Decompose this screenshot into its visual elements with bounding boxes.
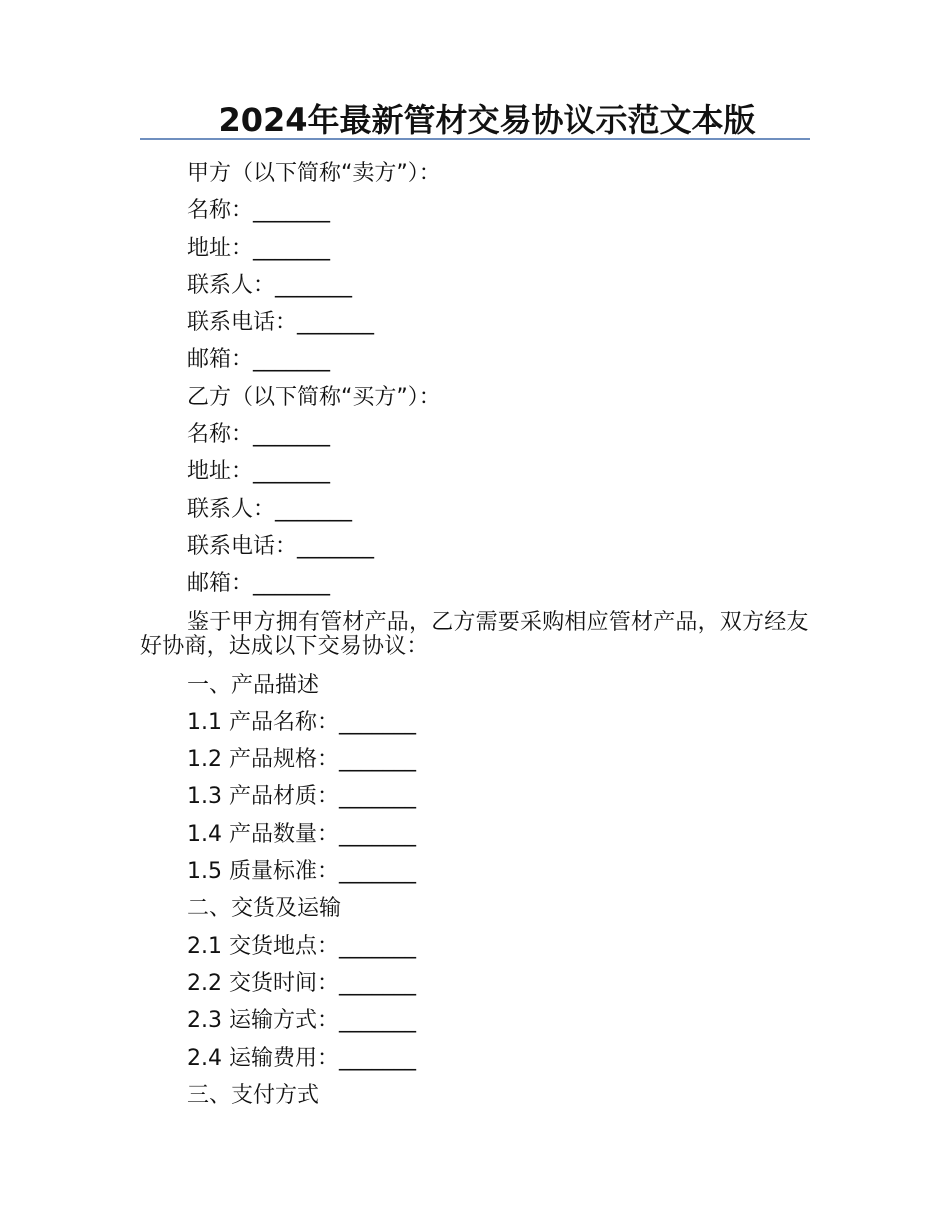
party-a-contact: 联系人：_______ <box>187 272 353 298</box>
intro-paragraph: 鉴于甲方拥有管材产品，乙方需要采购相应管材产品，双方经友好协商，达成以下交易协议： <box>140 609 809 659</box>
party-a-name: 名称：_______ <box>187 198 331 224</box>
clause-2-4: 2.4 运输费用：_______ <box>187 1045 416 1071</box>
clause-1-3: 1.3 产品材质：_______ <box>187 784 416 810</box>
clause-1-5: 1.5 质量标准：_______ <box>187 859 416 885</box>
party-b-phone: 联系电话：_______ <box>187 533 375 559</box>
clause-2-1: 2.1 交货地点：_______ <box>187 933 416 959</box>
party-a-phone: 联系电话：_______ <box>187 310 375 336</box>
party-b-address: 地址：_______ <box>187 459 331 485</box>
clause-1-1: 1.1 产品名称：_______ <box>187 709 416 735</box>
party-a-heading: 甲方（以下简称“卖方”）： <box>187 161 441 186</box>
party-b-email: 邮箱：_______ <box>187 571 331 597</box>
clause-1-4: 1.4 产品数量：_______ <box>187 821 416 847</box>
party-b-name: 名称：_______ <box>187 422 331 448</box>
clause-2-3: 2.3 运输方式：_______ <box>187 1008 416 1034</box>
document-body <box>140 155 810 1114</box>
document-title: 2024年最新管材交易协议示范文本版 <box>218 101 756 139</box>
party-b-heading: 乙方（以下简称“买方”）： <box>187 384 441 410</box>
section-3-heading: 三、支付方式 <box>187 1082 320 1108</box>
party-b-contact: 联系人：_______ <box>187 496 353 522</box>
clause-1-2: 1.2 产品规格：_______ <box>187 747 416 773</box>
party-a-address: 地址：_______ <box>187 235 331 261</box>
clause-2-2: 2.2 交货时间：_______ <box>187 970 416 996</box>
party-a-email: 邮箱：_______ <box>187 347 331 373</box>
section-1-heading: 一、产品描述 <box>187 672 320 698</box>
section-2-heading: 二、交货及运输 <box>187 896 342 922</box>
title-underline <box>140 138 810 140</box>
